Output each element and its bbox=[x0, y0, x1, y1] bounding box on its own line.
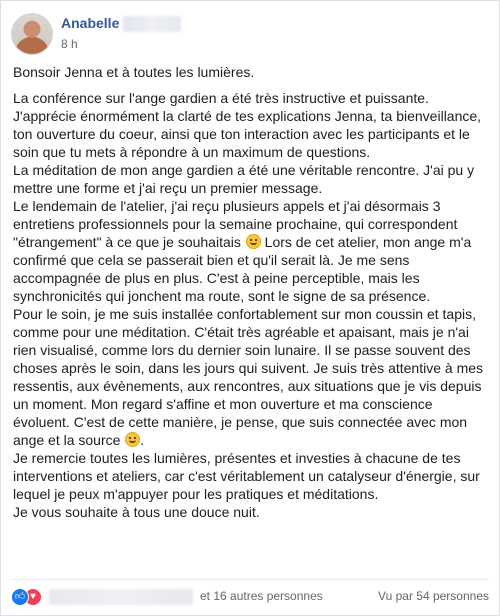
post-paragraph-greeting: Bonsoir Jenna et à toutes les lumières. bbox=[13, 64, 255, 80]
post-body bbox=[13, 63, 489, 521]
post-paragraph-5a: Pour le soin, je me suis installée confortablement sur mon coussin et tapis, comme pour une méditation. C'était très agréable et apaisant, mais je n'ai rien visualisé, comme lors du dernier soin lunaire. Il se passe souvent des choses après le soin, dans les jours qui suivent. Je suis très attentive à mes ressentis, aux évènements, aux rencontres, aux situations que je vis depuis un moment. Mon regard s'affine et mon ouverture et ma conscience évoluent. C'est de cette manière, je pense, que suis connectée avec mon ange et la source bbox=[13, 306, 484, 448]
author-name-row bbox=[61, 15, 181, 35]
author-avatar[interactable] bbox=[11, 13, 53, 55]
smiling-face-icon bbox=[246, 234, 261, 249]
post-timestamp-row bbox=[61, 37, 78, 51]
post-paragraph-5: Pour le soin, je me suis installée confortablement sur mon coussin et tapis, comme pour une méditation. C'était très agréable et apaisant, mais je n'ai rien visualisé, comme lors du dernier soin lunaire. Il se passe souvent des choses après le soin, dans les jours qui suivent. Je suis très attentive à mes ressentis, aux évènements, aux rencontres, aux situations que je vis depuis un moment. Mon regard s'affine et mon ouverture et ma conscience évoluent. C'est de cette manière, je pense, que suis connectée avec mon ange et la source . bbox=[13, 306, 484, 448]
reactors-count-link[interactable]: et 16 autres personnes bbox=[200, 589, 323, 603]
post-paragraph-3: La méditation de mon ange gardien a été une véritable rencontre. J'ai pu y mettre une forme et j'ai reçu un premier message. bbox=[13, 162, 475, 196]
post-paragraph-4a: Le lendemain de l'atelier, j'ai reçu plusieurs appels et j'ai désormais 3 entretiens professionnels pour la semaine prochaine, qui correspondent "étrangement" à ce que je souhaitais bbox=[13, 198, 458, 250]
love-icon: ♥ bbox=[24, 588, 42, 606]
like-icon: 👍︎ bbox=[11, 588, 29, 606]
post-paragraph-1: La conférence sur l'ange gardien a été très instructive et puissante. bbox=[13, 90, 429, 106]
post-paragraph-2: J'apprécie énormément la clarté de tes explications Jenna, ta bienveillance, ton ouverture du coeur, ainsi que ton interaction avec les participants et le soin que tu mets à répondre à un maximum de questions. bbox=[13, 108, 482, 160]
author-name[interactable]: Anabelle bbox=[61, 15, 120, 31]
author-surname-redaction bbox=[123, 16, 181, 32]
post-paragraph-4 bbox=[13, 197, 489, 305]
post-paragraph-6: Je remercie toutes les lumières, présentes et investies à chacune de tes interventions et ateliers, car c'est véritablement un catalyseur d'énergie, sur lequel je peux m'appuyer pour les pratiques et méditations. bbox=[13, 450, 480, 502]
post-footer bbox=[11, 579, 489, 610]
reactors-names-redaction bbox=[49, 589, 193, 605]
post-timestamp[interactable]: 8 h bbox=[61, 37, 78, 51]
smiling-face-icon bbox=[125, 432, 140, 447]
post-paragraph-4b: Lors de cet atelier, mon ange m'a confirmé que cela se passerait bien et qu'il serait là. Je me sens accompagnée de plus en plus. C'est à peine perceptible, mais les synchronicités qui jonchent ma route, sont le signe de sa présence. bbox=[13, 234, 472, 304]
seen-by-count[interactable]: Vu par 54 personnes bbox=[378, 589, 489, 603]
post-paragraph-7: Je vous souhaite à tous une douce nuit. bbox=[13, 504, 260, 520]
post-header bbox=[11, 11, 491, 55]
